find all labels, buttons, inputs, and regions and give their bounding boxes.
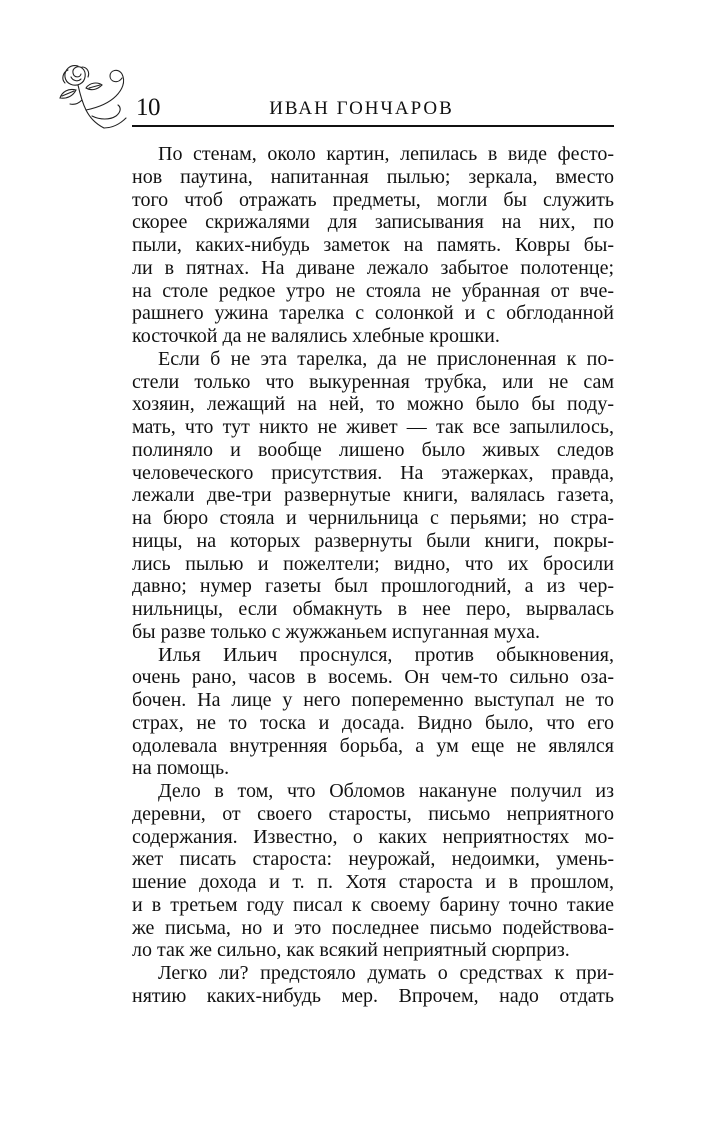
paragraph (132, 143, 614, 348)
text-line: мать, что тут никто не живет — так все запылилось, (132, 416, 614, 438)
paragraph (132, 644, 614, 781)
text-line: на столе редкое утро не стояла не убранная от вче- (132, 279, 614, 302)
paragraph (132, 348, 614, 644)
paragraph (132, 780, 614, 962)
text-line: скорее скрижалями для записывания на них, по (132, 211, 614, 234)
text-line: же письма, но и это последнее письмо подействова- (132, 916, 614, 939)
text-line: хозяин, лежащий на ней, то можно было бы поду- (132, 393, 614, 416)
running-head-author: ИВАН ГОНЧАРОВ (269, 98, 454, 119)
text-line: очень рано, часов в восемь. Он чем-то сильно оза- (132, 666, 614, 689)
text-line: полиняло и вообще лишено было живых следов (132, 438, 614, 461)
text-line: и в третьем году писал к своему барину точно такие (132, 893, 614, 916)
text-line: деревни, от своего старосты, письмо неприятного (132, 802, 614, 825)
text-line: пыли, каких-нибудь заметок на память. Ковры бы- (132, 234, 614, 256)
header-rule (132, 125, 614, 127)
text-line: ло так же сильно, как всякий неприятный сюрприз. (132, 939, 570, 962)
text-line: того чтоб отражать предметы, могли бы служить (132, 188, 614, 211)
text-line: ли в пятнах. На диване лежало забытое полотенце; (132, 256, 614, 279)
text-line: нов паутина, напитанная пылью; зеркала, вместо (132, 165, 614, 188)
text-line: содержания. Известно, о каких неприятностях мо- (132, 825, 614, 848)
paragraph (132, 962, 614, 1008)
text-line: шение дохода и т. п. Хотя староста и в прошлом, (132, 871, 614, 893)
text-line: страх, не то тоска и досада. Видно было, что его (132, 711, 614, 734)
text-line: бы разве только с жужжаньем испуганная муха. (132, 620, 541, 643)
text-line: жет писать староста: неурожай, недоимки, умень- (132, 848, 614, 871)
text-line: на помощь. (132, 757, 230, 780)
text-line: нятию каких-нибудь мер. Впрочем, надо отдать (132, 984, 614, 1007)
text-line: Если б не эта тарелка, да не прислоненная к по- (158, 347, 614, 370)
text-line: По стенам, около картин, лепилась в виде фесто- (158, 143, 614, 165)
text-line: рашнего ужина тарелка с солонкой и с обглоданной (132, 302, 614, 325)
text-line: Илья Ильич проснулся, против обыкновения, (158, 643, 614, 666)
text-line: одолевала внутренняя борьба, а ум еще не являлся (132, 734, 614, 757)
text-line: Легко ли? предстояло думать о средствах к при- (158, 962, 614, 984)
text-line: нильницы, если обмакнуть в нее перо, вырвалась (132, 598, 614, 620)
text-line: лись пылью и пожелтели; видно, что их бросили (132, 552, 614, 575)
page-number: 10 (136, 94, 160, 121)
text-line: ницы, на которых развернуты были книги, покры- (132, 529, 614, 552)
text-line: бочен. На лице у него попеременно выступал не то (132, 689, 614, 711)
body-text (132, 143, 614, 1008)
text-line: стели только что выкуренная трубка, или не сам (132, 370, 614, 393)
text-line: косточкой да не валялись хлебные крошки. (132, 325, 500, 347)
text-line: лежали две-три развернутые книги, валялась газета, (132, 484, 614, 507)
text-line: Дело в том, что Обломов накануне получил из (158, 780, 614, 802)
text-line: давно; нумер газеты был прошлогодний, а из чер- (132, 575, 614, 598)
text-line: на бюро стояла и чернильница с перьями; но стра- (132, 507, 614, 529)
text-line: человеческого присутствия. На этажерках, правда, (132, 461, 614, 484)
